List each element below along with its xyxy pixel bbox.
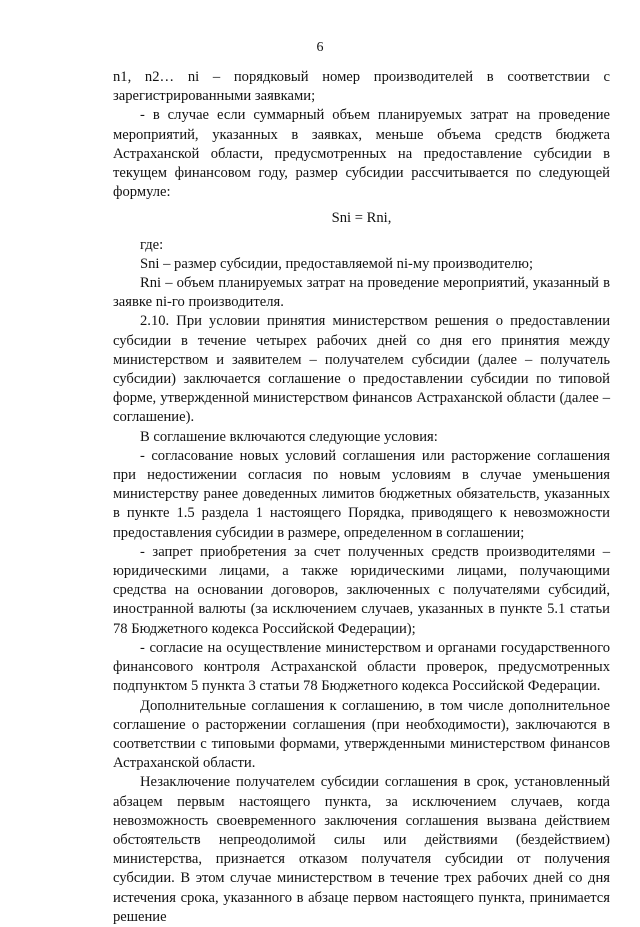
paragraph-non-conclusion: Незаключение получателем субсидии соглашения в срок, установленный абзацем первым настоящего пункта, за исключением случаев, когда невозможность своевременного заключения соглашения вызвана действием обстоятельств непреодолимой силы или действиями (бездействием) министерства, признается отказом получателя субсидии от получения субсидии. В этом случае министерством в течение трех рабочих дней со дня истечения срока, указанного в абзаце первом настоящего пункта, принимается решение xyxy=(113,774,610,925)
paragraph-2-10: 2.10. При условии принятия министерством решения о предоставлении субсидии в течение четырех рабочих дней со дня его принятия между министерством и заявителем – получателем субсидии (далее – получатель субсидии) заключается соглашение о предоставлении субсидии по типовой форме, утвержденной министерством финансов Астраханской области (далее – соглашение). xyxy=(113,313,610,426)
paragraph-condition-currency: - запрет приобретения за счет полученных средств производителями – юридическими лицами, а также юридическими лицами, получающими средства на основании договоров, заключенных с получателями субсидий, иностранной валюты (за исключением случаев, указанных в пункте 5.1 статьи 78 Бюджетного кодекса Российской Федерации); xyxy=(113,543,610,637)
paragraph-conditions-intro: В соглашение включаются следующие условия: xyxy=(140,428,438,445)
paragraph-rni-definition: Rni – объем планируемых затрат на проведение мероприятий, указанный в заявке ni-го производителя. xyxy=(113,275,610,311)
paragraph-where: где: xyxy=(140,236,164,253)
formula: Sni = Rni, xyxy=(331,210,392,227)
paragraph-condition-limits: - согласование новых условий соглашения или расторжение соглашения при недостижении согласия по новым условиям в случае уменьшения министерству ранее доведенных лимитов бюджетных обязательств, указанных в пункте 1.5 раздела 1 настоящего Порядка, приводящего к невозможности предоставления субсидии в размере, определенном в соглашении; xyxy=(113,447,610,541)
document-body xyxy=(113,68,610,927)
paragraph-subsidy-condition: - в случае если суммарный объем планируемых затрат на проведение мероприятий, указанных в заявках, меньше объема средств бюджета Астраханской области, предусмотренных на предоставление субсидии в текущем финансовом году, размер субсидии рассчитывается по следующей формуле: xyxy=(113,107,610,201)
paragraph-additional-agreements: Дополнительные соглашения к соглашению, в том числе дополнительное соглашение о расторжении соглашения (при необходимости), заключаются в соответствии с типовыми формами, утвержденными министерством финансов Астраханской области. xyxy=(113,697,610,772)
paragraph-producer-numbering: n1, n2… ni – порядковый номер производителей в соответствии с зарегистрированными заявками; xyxy=(113,69,610,105)
page-number: 6 xyxy=(316,40,324,55)
paragraph-sni-definition: Sni – размер субсидии, предоставляемой ni-му производителю; xyxy=(140,255,534,272)
paragraph-condition-control: - согласие на осуществление министерством и органами государственного финансового контроля Астраханской области проверок, предусмотренных подпунктом 5 пункта 3 статьи 78 Бюджетного кодекса Российской Федерации. xyxy=(113,639,610,695)
